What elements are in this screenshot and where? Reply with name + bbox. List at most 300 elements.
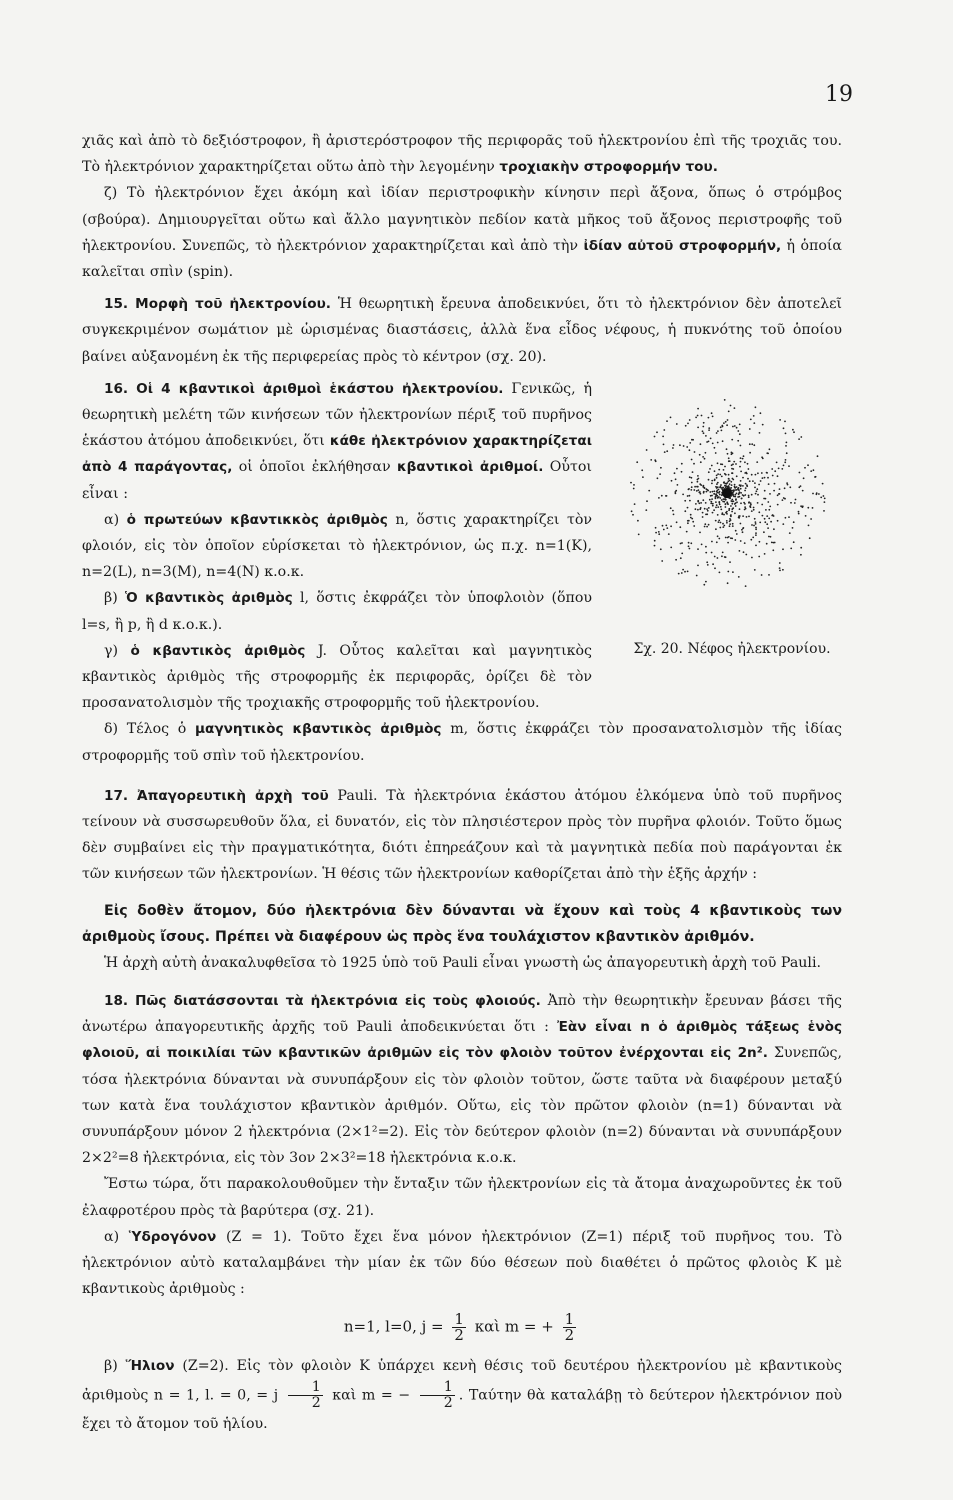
cloud-dot (646, 449, 648, 451)
cloud-dot (683, 445, 685, 447)
cloud-dot (725, 486, 727, 488)
cloud-dot (785, 445, 787, 447)
p1-text: χιᾶς καὶ ἀπὸ τὸ δεξιόστροφον, ἢ ἀριστερόστροφον τῆς περιφορᾶς τοῦ ἠλεκτρονίου ἐπὶ τῆς τροχιᾶς του. Τὸ ἠλεκτρόνιον χαρακτηρίζεται οὕτω ἀπὸ τὴν λεγομένην (82, 133, 842, 176)
cloud-dot (744, 494, 746, 496)
cloud-dot (733, 461, 735, 463)
cloud-dot (784, 487, 786, 489)
section-16-bold2: κβαντικοὶ ἀριθμοί. (397, 459, 544, 476)
cloud-dot (708, 417, 710, 419)
cloud-dot (741, 497, 743, 499)
cloud-dot (785, 459, 787, 461)
cloud-dot (720, 463, 722, 465)
cloud-dot (636, 461, 638, 463)
cloud-dot (716, 489, 718, 491)
electron-cloud-figure (602, 378, 852, 678)
cloud-dot (727, 419, 729, 421)
cloud-dot (673, 444, 675, 446)
cloud-dot (755, 493, 757, 495)
cloud-dot (749, 505, 751, 507)
cloud-dot (697, 509, 699, 511)
cloud-dot (773, 515, 775, 517)
cloud-dot (724, 485, 726, 487)
cloud-dot (710, 495, 712, 497)
cloud-dot (717, 473, 719, 475)
section-16-bold: κάθε ἠλεκτρόνιον χαρακτηρίζεται ἀπὸ 4 παράγοντας, (82, 433, 592, 476)
cloud-dot (702, 516, 704, 518)
cloud-dot (711, 412, 713, 414)
cloud-dot (740, 484, 742, 486)
cloud-dot (753, 509, 755, 511)
cloud-dot (731, 453, 733, 455)
cloud-dot (717, 462, 719, 464)
cloud-dot (736, 533, 738, 535)
cloud-dot (660, 548, 662, 550)
cloud-dot (709, 468, 711, 470)
f1-pre: n=1, l=0, j = (343, 1317, 444, 1336)
cloud-dot (783, 427, 785, 429)
cloud-dot (720, 521, 722, 523)
cloud-dot (697, 564, 699, 566)
cloud-dot (755, 528, 757, 530)
cloud-dot (705, 552, 707, 554)
cloud-dot (755, 474, 757, 476)
cloud-dot (630, 482, 632, 484)
cloud-dot (706, 441, 708, 443)
he-den2: 2 (443, 1394, 453, 1411)
cloud-dot (753, 422, 755, 424)
cloud-dot (792, 527, 794, 529)
cloud-dot (708, 479, 710, 481)
cloud-dot (759, 521, 761, 523)
cloud-dot (767, 477, 769, 479)
cloud-dot (736, 501, 738, 503)
cloud-dot (732, 463, 734, 465)
cloud-dot (774, 541, 776, 543)
cloud-dot (779, 569, 781, 571)
cloud-dot (714, 447, 716, 449)
cloud-dot (719, 526, 721, 528)
section-18 (82, 988, 842, 1171)
cloud-dot (696, 486, 698, 488)
cloud-dot (748, 494, 750, 496)
cloud-dot (731, 484, 733, 486)
cloud-dot (746, 516, 748, 518)
cloud-dot (694, 486, 696, 488)
cloud-dot (719, 493, 721, 495)
cloud-dot (719, 486, 721, 488)
cloud-dot (814, 476, 816, 478)
cloud-dot (688, 542, 690, 544)
cloud-dot (689, 442, 691, 444)
cloud-dot (751, 524, 753, 526)
cloud-dot (758, 483, 760, 485)
h-bold: Ὑδρογόνον (128, 1228, 217, 1245)
cloud-dot (710, 502, 712, 504)
cloud-dot (734, 486, 736, 488)
cloud-dot (772, 549, 774, 551)
cloud-dot (742, 515, 744, 517)
cloud-dot (706, 508, 708, 510)
cloud-dot (671, 480, 673, 482)
cloud-dot (777, 520, 779, 522)
cloud-dot (795, 498, 797, 500)
section-16-text: Γενικῶς, ἡ θεωρητικὴ μελέτη τῶν κινήσεων τῶν ἠλεκτρονίων πέριξ τοῦ πυρῆνος ἑκάστου ἀτόμου ἀποδεικνύει, ὅτι (82, 380, 592, 450)
cloud-dot (802, 490, 804, 492)
cloud-dot (711, 540, 713, 542)
cloud-dot (784, 498, 786, 500)
p2-text: ζ) Τὸ ἠλεκτρόνιον ἔχει ἀκόμη καὶ ἰδίαν περιστροφικὴν κίνησιν περὶ ἄξονα, ὅπως ὁ στρόμβος (σβούρα). Δημιουργεῖται οὕτω καὶ ἄλλο μαγνητικὸν πεδίον κατὰ μῆκος τοῦ ἄξονος περιστροφῆς τοῦ ἠλεκτρονίου. Συνεπῶς, τὸ ἠλεκτρόνιον χαρακτηρίζεται καὶ ἀπὸ τὴν (82, 185, 842, 254)
cloud-dot (735, 498, 737, 500)
cloud-dot (720, 484, 722, 486)
section-18-text: Ἀπὸ τὴν θεωρητικὴν ἔρευναν βάσει τῆς ἀνωτέρω ἀπαγορευτικῆς ἀρχῆς τοῦ Pauli ἀποδεικνύεται ὅτι : (82, 992, 842, 1036)
cloud-dot (753, 524, 755, 526)
cloud-dot (794, 502, 796, 504)
cloud-dot (753, 506, 755, 508)
cloud-dot (762, 424, 764, 426)
cloud-dot (729, 525, 731, 527)
cloud-dot (645, 509, 647, 511)
he-text: (Z=2). Εἰς τὸν φλοιὸν K ὑπάρχει κενὴ θέσις τοῦ δευτέρου ἠλεκτρονίου μὲ κβαντικοὺς ἀριθμοὺς n = 1, l. = 0, = j (82, 1358, 842, 1404)
cloud-dot (743, 495, 745, 497)
cloud-dot (725, 536, 727, 538)
cloud-dot (697, 408, 699, 410)
cloud-dot (752, 480, 754, 482)
cloud-dot (764, 553, 766, 555)
he-label: β) (104, 1358, 118, 1375)
cloud-dot (689, 419, 691, 421)
he-end: . Ταύτην θὰ καταλάβῃ τὸ δεύτερον ἠλεκτρόνιον ποὺ ἔχει τὸ ἄτομον τοῦ ἡλίου. (82, 1387, 842, 1432)
cloud-dot (763, 497, 765, 499)
qc-text: J. Οὗτος καλεῖται καὶ μαγνητικὸς κβαντικὸς ἀριθμὸς τῆς στροφορμῆς ἐκ περιφορᾶς, ὁρίζει δὲ τὸν προσανατολισμὸν τῆς τροχιακῆς στροφορμῆς τοῦ ἠλεκτρονίου. (82, 642, 592, 712)
cloud-dot (663, 429, 665, 431)
cloud-dot (650, 459, 652, 461)
cloud-dot (691, 518, 693, 520)
cloud-dot (776, 461, 778, 463)
cloud-dot (761, 574, 763, 576)
hydrogen (82, 1224, 842, 1303)
f1-fraction (452, 1312, 466, 1343)
cloud-dot (790, 502, 792, 504)
cloud-dot (767, 527, 769, 529)
cloud-dot (654, 540, 656, 542)
qc-bold: ὁ κβαντικὸς ἀριθμὸς (130, 642, 306, 659)
cloud-dot (706, 513, 708, 515)
cloud-dot (723, 524, 725, 526)
cloud-dot (692, 471, 694, 473)
cloud-dot (722, 526, 724, 528)
qa-label: α) (104, 511, 120, 528)
cloud-dot (750, 502, 752, 504)
cloud-dot (823, 495, 825, 497)
cloud-dot (692, 521, 694, 523)
cloud-dot (731, 439, 733, 441)
cloud-dot (695, 416, 697, 418)
f1-num2: 1 (564, 1310, 575, 1329)
cloud-dot (722, 440, 724, 442)
f1-den: 2 (454, 1326, 464, 1345)
cloud-dot (702, 430, 704, 432)
cloud-dot (728, 485, 730, 487)
cloud-dot (724, 465, 726, 467)
cloud-dot (731, 451, 733, 453)
cloud-dot (673, 513, 675, 515)
cloud-dot (786, 452, 788, 454)
cloud-dot (694, 451, 696, 453)
cloud-dot (768, 574, 770, 576)
cloud-dot (726, 482, 728, 484)
cloud-dot (687, 570, 689, 572)
cloud-dot (729, 561, 731, 563)
cloud-dot (681, 552, 683, 554)
cloud-dot (675, 478, 677, 480)
electron-cloud-image (602, 378, 852, 628)
cloud-dot (654, 545, 656, 547)
cloud-dot (728, 536, 730, 538)
cloud-dot (717, 482, 719, 484)
cloud-dot (764, 521, 766, 523)
cloud-dot (721, 555, 723, 557)
cloud-dot (714, 478, 716, 480)
cloud-dot (738, 576, 740, 578)
cloud-dot (711, 498, 713, 500)
cloud-dot (676, 423, 678, 425)
cloud-dot (735, 530, 737, 532)
cloud-dot (731, 537, 733, 539)
cloud-dot (708, 507, 710, 509)
cloud-dot (728, 474, 730, 476)
cloud-dot (739, 433, 741, 435)
cloud-dot (648, 490, 650, 492)
f1-fraction2 (563, 1312, 577, 1343)
qd-label: δ) (104, 721, 119, 738)
cloud-dot (662, 525, 664, 527)
cloud-dot (714, 470, 716, 472)
cloud-dot (805, 515, 807, 517)
cloud-dot (705, 502, 707, 504)
cloud-dot (700, 484, 702, 486)
cloud-dot (744, 461, 746, 463)
cloud-dot (749, 480, 751, 482)
cloud-dot (696, 574, 698, 576)
cloud-dot (715, 452, 717, 454)
cloud-dot (750, 539, 752, 541)
cloud-dot (740, 457, 742, 459)
cloud-dot (693, 463, 695, 465)
cloud-dot (785, 517, 787, 519)
cloud-dot (713, 509, 715, 511)
cloud-dot (658, 497, 660, 499)
page-number: 19 (825, 82, 853, 107)
cloud-dot (768, 509, 770, 511)
cloud-dot (740, 502, 742, 504)
cloud-dot (727, 480, 729, 482)
cloud-dot (708, 427, 710, 429)
cloud-dot (713, 490, 715, 492)
cloud-dot (739, 496, 741, 498)
cloud-dot (782, 523, 784, 525)
cloud-dot (727, 570, 729, 572)
cloud-dot (732, 425, 734, 427)
cloud-dot (642, 476, 644, 478)
cloud-dot (655, 532, 657, 534)
cloud-dot (723, 482, 725, 484)
cloud-dot (755, 523, 757, 525)
cloud-dot (702, 499, 704, 501)
cloud-dot (729, 483, 731, 485)
cloud-dot (777, 494, 779, 496)
cloud-dot (774, 483, 776, 485)
cloud-dot (745, 585, 747, 587)
h-text: (Z = 1). Τοῦτο ἔχει ἕνα μόνον ἠλεκτρόνιον (Z=1) πέριξ τοῦ πυρῆνος του. Τὸ ἠλεκτρόνιον αὐτὸ καταλαμβάνει τὴν μίαν ἐκ τῶν δύο θέσεων ποὺ διαθέτει ὁ πρῶτος φλοιὸς K μὲ κβαντικοὺς ἀριθμοὺς : (82, 1228, 842, 1298)
cloud-dot (709, 491, 711, 493)
cloud-dot (748, 515, 750, 517)
qb-label: β) (104, 590, 118, 607)
cloud-dot (675, 559, 677, 561)
cloud-dot (707, 510, 709, 512)
cloud-dot (736, 475, 738, 477)
qd-bold: μαγνητικὸς κβαντικὸς ἀριθμὸς (194, 721, 442, 738)
cloud-dot (704, 508, 706, 510)
he-num: 1 (288, 1380, 323, 1396)
cloud-dot (803, 477, 805, 479)
cloud-dot (706, 526, 708, 528)
cloud-dot (735, 502, 737, 504)
cloud-dot (731, 468, 733, 470)
cloud-dot (726, 424, 728, 426)
cloud-dot (716, 504, 718, 506)
cloud-dot (663, 443, 665, 445)
cloud-dot (705, 581, 707, 583)
cloud-dot (751, 443, 753, 445)
cloud-dot (672, 510, 674, 512)
cloud-dot (708, 471, 710, 473)
cloud-dot (717, 497, 719, 499)
cloud-dot (753, 444, 755, 446)
cloud-dot (719, 571, 721, 573)
cloud-dot (766, 472, 768, 474)
cloud-dot (758, 511, 760, 513)
cloud-dot (755, 521, 757, 523)
cloud-dot (799, 471, 801, 473)
section-17-pauli: Pauli. (337, 787, 378, 804)
cloud-dot (752, 536, 754, 538)
cloud-dot (766, 515, 768, 517)
cloud-dot (789, 486, 791, 488)
section-15 (82, 291, 842, 370)
cloud-dot (697, 548, 699, 550)
section-16-text2: οἱ ὁποῖοι ἐκλήθησαν (238, 459, 391, 476)
section-18-text3: Ἔστω τώρα, ὅτι παρακολουθοῦμεν τὴν ἔνταξιν τῶν ἠλεκτρονίων εἰς τὰ ἄτομα ἀναχωροῦντες ἐκ τοῦ ἐλαφροτέρου πρὸς τὰ βαρύτερα (σχ. 21). (82, 1176, 842, 1219)
cloud-dot (748, 501, 750, 503)
section-17 (82, 783, 842, 888)
cloud-dot (751, 556, 753, 558)
cloud-dot (703, 584, 705, 586)
cloud-dot (698, 502, 700, 504)
cloud-dot (696, 490, 698, 492)
cloud-dot (824, 501, 826, 503)
cloud-dot (728, 410, 730, 412)
cloud-dot (728, 478, 730, 480)
cloud-dot (715, 528, 717, 530)
cloud-dot (782, 499, 784, 501)
cloud-dot (740, 540, 742, 542)
cloud-dot (768, 517, 770, 519)
cloud-dot (712, 442, 714, 444)
cloud-dot (715, 501, 717, 503)
cloud-dot (725, 556, 727, 558)
cloud-dot (804, 467, 806, 469)
cloud-dot (812, 492, 814, 494)
cloud-dot (712, 512, 714, 514)
cloud-dot (740, 522, 742, 524)
cloud-dot (731, 508, 733, 510)
cloud-dot (662, 435, 664, 437)
cloud-dot (740, 461, 742, 463)
cloud-dot (743, 502, 745, 504)
cloud-dot (786, 441, 788, 443)
cloud-dot (800, 554, 802, 556)
cloud-core (722, 488, 732, 498)
cloud-dot (740, 480, 742, 482)
cloud-dot (762, 457, 764, 459)
cloud-dot (692, 439, 694, 441)
cloud-dot (798, 513, 800, 515)
formula-hydrogen (82, 1312, 842, 1343)
cloud-dot (677, 484, 679, 486)
cloud-dot (778, 467, 780, 469)
cloud-dot (731, 498, 733, 500)
cloud-dot (720, 426, 722, 428)
cloud-dot (807, 507, 809, 509)
cloud-dot (768, 483, 770, 485)
cloud-dot (758, 555, 760, 557)
cloud-dot (744, 542, 746, 544)
cloud-dot (721, 429, 723, 431)
section-15-text: Ἡ θεωρητικὴ ἔρευνα ἀποδεικνύει, ὅτι τὸ ἠλεκτρόνιον δὲν ἀποτελεῖ συγκεκριμένον σωμάτιον μὲ ὡρισμένας διαστάσεις, ἀλλὰ ἕνα εἶδος νέφους, ἡ πυκνότης τοῦ ὁποίου βαίνει αὐξανομένη ἐκ τῆς περιφερείας πρὸς τὸ κέντρον (σχ. 20). (82, 296, 842, 365)
cloud-dot (779, 567, 781, 569)
cloud-dot (714, 567, 716, 569)
cloud-dot (705, 452, 707, 454)
cloud-dot (779, 419, 781, 421)
cloud-dot (779, 562, 781, 564)
cloud-dot (720, 508, 722, 510)
cloud-dot (743, 455, 745, 457)
cloud-dot (810, 470, 812, 472)
cloud-dot (712, 415, 714, 417)
cloud-dot (816, 492, 818, 494)
cloud-dot (704, 523, 706, 525)
cloud-dot (704, 458, 706, 460)
cloud-dot (738, 516, 740, 518)
cloud-dot (700, 502, 702, 504)
cloud-dot (736, 427, 738, 429)
cloud-dot (823, 510, 825, 512)
cloud-dot (777, 475, 779, 477)
cloud-dot (703, 432, 705, 434)
cloud-dot (743, 551, 745, 553)
cloud-dot (742, 531, 744, 533)
cloud-dot (712, 503, 714, 505)
cloud-dot (800, 436, 802, 438)
cloud-dot (712, 563, 714, 565)
section-18-text2: Συνεπῶς, τόσα ἠλεκτρόνια δύνανται νὰ συνυπάρξουν εἰς τὸν φλοιὸν τοῦτον, ὥστε ταῦτα νὰ διαφέρουν μεταξύ των κατὰ ἕνα τουλάχιστον κβαντικὸν ἀριθμόν. Οὕτω, εἰς τὸν πρῶτον φλοιὸν (n=1) δύνανται νὰ συνυπάρξουν μόνον 2 ἠλεκτρόνια (2×1²=2). Εἰς τὸν δεύτερον φλοιὸν (n=2) δύνανται νὰ συνυπάρξουν 2×2²=8 ἠλεκτρόνια, εἰς τὸν 3ον 2×3²=18 ἠλεκτρόνια κ.ο.κ. (82, 1045, 842, 1167)
cloud-dot (730, 481, 732, 483)
cloud-dot (678, 573, 680, 575)
body-text (82, 128, 842, 1437)
cloud-dot (710, 437, 712, 439)
qa-bold: ὁ πρωτεύων κβαντικκὸς ἀριθμὸς (126, 511, 388, 528)
cloud-dot (762, 515, 764, 517)
